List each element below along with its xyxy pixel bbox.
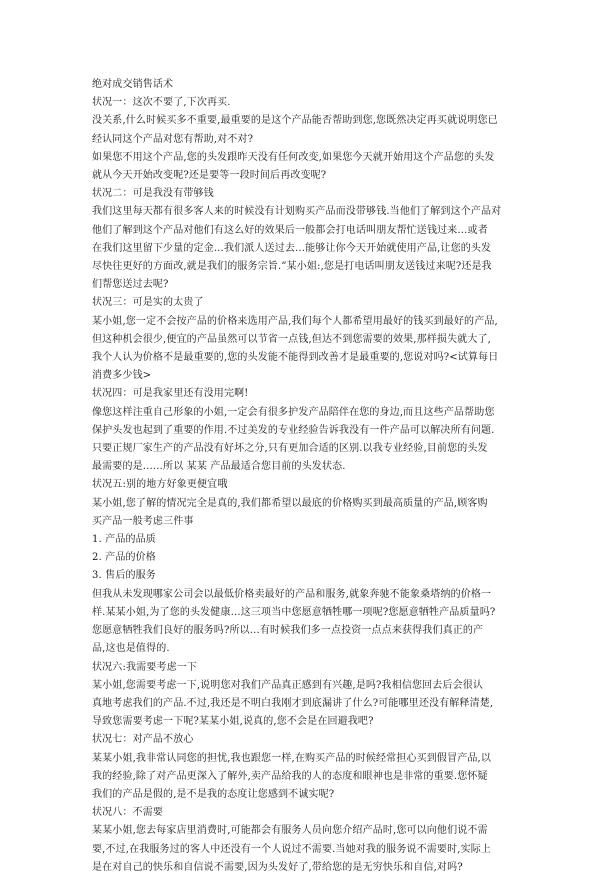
- document-line: 我们的产品是假的,是不是我的态度让您感到不诚实呢?: [92, 788, 335, 800]
- document-line: 买产品一般考虑三件事: [92, 515, 194, 527]
- document-line: 状况七：对产品不放心: [92, 734, 194, 746]
- document-line: 状况五:别的地方好象更便宜哦: [92, 479, 228, 491]
- document-line: 要,不过,在我服务过的客人中还没有一个人说过不需要.当她对我的服务说不需要时,实际上: [92, 843, 492, 855]
- document-line: 状况一：这次不要了,下次再买.: [92, 97, 231, 109]
- document-line: 真地考虑我们的产品.不过,我还是不明白我刚才到底漏讲了什么?可能哪里还没有解释清楚,: [92, 697, 494, 709]
- document-line: 是在对自己的快乐和自信说不需要,因为头发好了,带给您的是无穷快乐和自信,对吗?: [92, 861, 463, 873]
- document-line: 尽快往更好的方面改,就是我们的服务宗旨.”某小姐:,您是打电话叫朋友送钱过来呢?还是我: [92, 261, 492, 273]
- document-line: 样.某某小姐,为了您的头发健康…这三项当中您愿意牺牲哪一项呢?您愿意牺牲产品质量吗?: [92, 606, 496, 618]
- document-line: 状况三：可是实的太贵了: [92, 297, 204, 309]
- document-line: 就从今天开始改变呢?还是要等一段时间后再改变呢?: [92, 170, 327, 182]
- document-line: 2. 产品的价格: [92, 552, 156, 564]
- document-line: 我的经验,除了对产品更深入了解外,卖产品给我的人的态度和眼神也是非常的重要.您怀疑: [92, 770, 488, 782]
- document-line: 我们这里每天都有很多客人来的时候没有计划购买产品而没带够钱.当他们了解到这个产品对: [92, 206, 502, 218]
- document-line: 像您这样注重自己形象的小姐,一定会有很多护发产品陪伴在您的身边,而且这些产品帮助您: [92, 406, 495, 418]
- document-line: 们帮您送过去呢?: [92, 279, 169, 291]
- document-line: 3. 售后的服务: [92, 570, 156, 582]
- document-line: 某小姐,您一定不会按产品的价格来选用产品,我们每个人都希望用最好的钱买到最好的产品,: [92, 315, 498, 327]
- document-line: 某某小姐,我非常认同您的担忧,我也跟您一样,在购买产品的时候经常担心买到假冒产品,以: [92, 752, 492, 764]
- document-line: 状况四：可是我家里还有没用完啊!: [92, 388, 249, 400]
- document-line: 但我从未发现哪家公司会以最低价格卖最好的产品和服务,就象奔驰不能象桑塔纳的价格一: [92, 588, 492, 600]
- document-line: 某小姐,您了解的情况完全是真的,我们都希望以最底的价格购买到最高质量的产品,顾客购: [92, 497, 488, 509]
- document-line: 某某小姐,您去每家店里消费时,可能都会有服务人员向您介绍产品时,您可以向他们说不需: [92, 825, 488, 837]
- document-line: 某小姐,您需要考虑一下,说明您对我们产品真正感到有兴趣,是吗?我相信您回去后会很认: [92, 679, 484, 691]
- document-line: 但这种机会很少,便宜的产品虽然可以节省一点钱,但达不到您需要的效果,那样损失就大了,: [92, 333, 492, 345]
- document-title: 绝对成交销售话术: [92, 79, 174, 90]
- document-line: 在我们这里留下少量的定金…我们派人送过去…能够让你今天开始就使用产品,让您的头发: [92, 242, 492, 254]
- document-line: 没关系,什么时候买多不重要,最重要的是这个产品能否帮助到您,您既然决定再买就说明您已: [92, 115, 498, 127]
- document-line: 品,这也是值得的.: [92, 643, 170, 655]
- document-line: 他们了解到这个产品对他们有这么好的效果后一般都会打电话叫朋友帮忙送钱过来…或者: [92, 224, 488, 236]
- document-line: 最需要的是……所以 某某 产品最适合您目前的头发状态.: [92, 461, 346, 473]
- document-line: 经认同这个产品对您有帮助,对不对?: [92, 133, 254, 145]
- document-line: 只要正规厂家生产的产品没有好坏之分,只有更加合适的区别.以我专业经验,目前您的头发: [92, 443, 488, 455]
- document-line: 我个人认为价格不是最重要的,您的头发能不能得到改善才是最重要的,您说对吗?<试算每日: [92, 352, 499, 364]
- document-line: 保护头发也起到了重要的作用.不过美发的专业经验告诉我没有一件产品可以解决所有问题.: [92, 424, 495, 436]
- document-line: 您愿意牺牲我们良好的服务吗?所以…有时候我们多一点投资一点点来获得我们真正的产: [92, 625, 484, 637]
- document-line: 状况八：不需要: [92, 807, 164, 819]
- document-line: 状况二：可是我没有带够钱: [92, 188, 214, 200]
- document-line: 导致您需要考虑一下呢?某某小姐,说真的,您不会是在回避我吧?: [92, 716, 374, 728]
- document-line: 如果您不用这个产品,您的头发跟昨天没有任何改变,如果您今天就开始用这个产品您的头发: [92, 151, 495, 163]
- document-body: [92, 94, 512, 877]
- document-line: 状况六:我需要考虑一下: [92, 661, 198, 673]
- document-line: 消费多少钱>: [92, 370, 152, 382]
- document-line: 1. 产品的品质: [92, 534, 156, 546]
